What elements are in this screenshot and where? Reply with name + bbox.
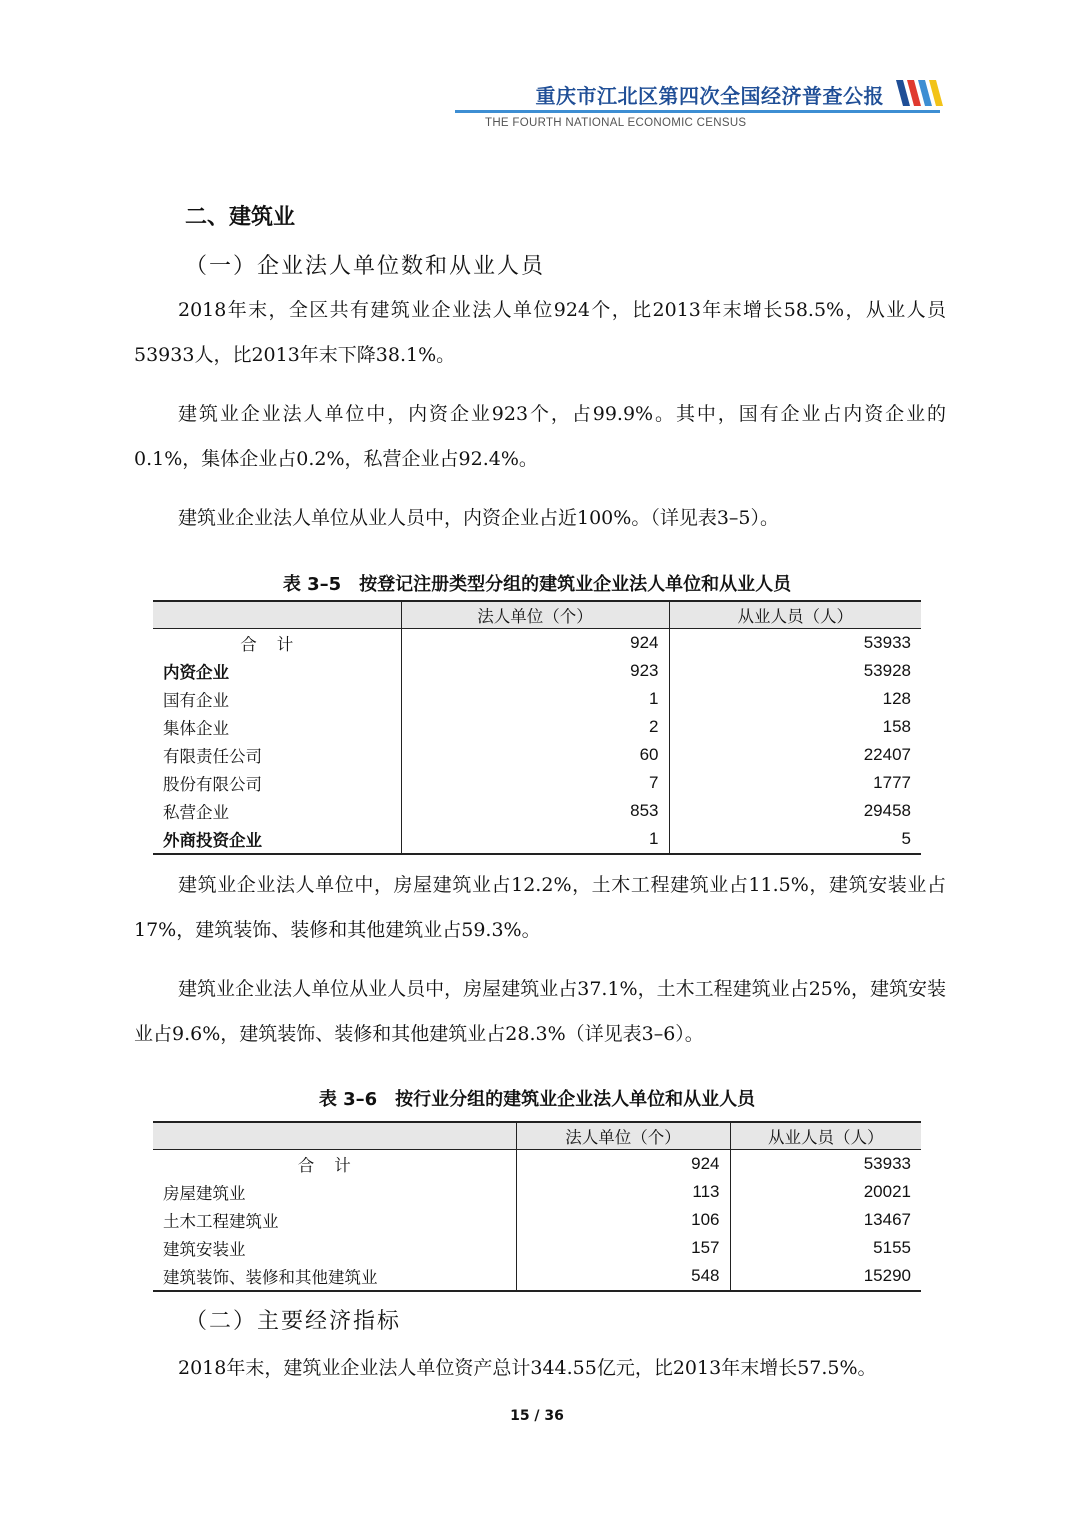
row-label: 建筑安装业 [163, 1240, 246, 1259]
cell-units: 2 [401, 713, 669, 741]
subsection-title-1: （一）企业法人单位数和从业人员 [185, 254, 546, 279]
row-label: 内资企业 [163, 663, 229, 682]
column-header: 从业人员（人） [669, 601, 921, 629]
table-row [153, 685, 921, 713]
column-header: 从业人员（人） [730, 1122, 921, 1150]
cell-units: 924 [401, 629, 669, 658]
row-label: 外商投资企业 [153, 825, 401, 854]
page-header [0, 0, 1074, 140]
cell-units: 1 [401, 685, 669, 713]
cell-units: 548 [516, 1262, 730, 1291]
table-row [153, 769, 921, 797]
column-header [153, 601, 401, 629]
cell-persons: 158 [669, 713, 921, 741]
row-label: 有限责任公司 [163, 747, 262, 766]
cell-units: 113 [516, 1178, 730, 1206]
row-label: 房屋建筑业 [163, 1184, 246, 1203]
cell-units: 7 [401, 769, 669, 797]
table-header-row [153, 601, 921, 629]
row-label: 私营企业 [163, 803, 229, 822]
cell-persons: 22407 [669, 741, 921, 769]
paragraph-4: 建筑业企业法人单位中，房屋建筑业占12.2%，土木工程建筑业占11.5%，建筑安装业占17%，建筑装饰、装修和其他建筑业占59.3%。 [134, 874, 946, 941]
table-row [153, 1178, 921, 1206]
header-subtitle: THE FOURTH NATIONAL ECONOMIC CENSUS [485, 117, 747, 129]
section-title: 二、建筑业 [185, 205, 296, 230]
column-header: 法人单位（个） [516, 1122, 730, 1150]
row-label: 合计 [240, 635, 314, 654]
cell-units: 157 [516, 1234, 730, 1262]
header-rule [455, 110, 940, 113]
cell-persons: 1777 [669, 769, 921, 797]
subsection-title-2: （二）主要经济指标 [185, 1309, 402, 1334]
row-label: 集体企业 [163, 719, 229, 738]
paragraph-1: 2018年末，全区共有建筑业企业法人单位924个，比2013年末增长58.5%，从业人员53933人，比2013年末下降38.1%。 [134, 299, 946, 366]
table-3-6 [153, 1121, 921, 1292]
row-label: 股份有限公司 [163, 775, 262, 794]
table-row [153, 1262, 921, 1291]
paragraph-2: 建筑业企业法人单位中，内资企业923个，占99.9%。其中，国有企业占内资企业的0.1%，集体企业占0.2%，私营企业占92.4%。 [134, 403, 946, 470]
census-logo-stripes-icon [896, 80, 944, 106]
table-row [153, 1150, 921, 1179]
cell-persons: 53933 [730, 1150, 921, 1179]
cell-persons: 128 [669, 685, 921, 713]
row-label: 合计 [297, 1156, 371, 1175]
table2-caption: 表 3–6 按行业分组的建筑业企业法人单位和从业人员 [318, 1089, 756, 1110]
cell-units: 106 [516, 1206, 730, 1234]
table-row [153, 657, 921, 685]
table-header-row [153, 1122, 921, 1150]
paragraph-3: 建筑业企业法人单位从业人员中，内资企业占近100%。（详见表3–5）。 [178, 507, 779, 529]
table-3-5 [153, 600, 921, 855]
cell-persons: 5 [669, 825, 921, 854]
cell-persons: 20021 [730, 1178, 921, 1206]
paragraph-6: 2018年末，建筑业企业法人单位资产总计344.55亿元，比2013年末增长57.5%。 [178, 1357, 877, 1379]
column-header: 法人单位（个） [401, 601, 669, 629]
cell-units: 924 [516, 1150, 730, 1179]
column-header [153, 1122, 516, 1150]
cell-persons: 5155 [730, 1234, 921, 1262]
paragraph-5: 建筑业企业法人单位从业人员中，房屋建筑业占37.1%，土木工程建筑业占25%，建筑安装业占9.6%，建筑装饰、装修和其他建筑业占28.3%（详见表3–6）。 [134, 978, 946, 1045]
table-row [153, 629, 921, 658]
cell-persons: 29458 [669, 797, 921, 825]
table-row [153, 797, 921, 825]
table-row [153, 741, 921, 769]
row-label: 土木工程建筑业 [163, 1212, 279, 1231]
cell-persons: 53933 [669, 629, 921, 658]
table1-caption: 表 3–5 按登记注册类型分组的建筑业企业法人单位和从业人员 [282, 574, 792, 595]
page-number: 15 / 36 [510, 1408, 564, 1424]
cell-units: 923 [401, 657, 669, 685]
table-row [153, 1234, 921, 1262]
row-label: 国有企业 [163, 691, 229, 710]
cell-units: 1 [401, 825, 669, 854]
cell-persons: 53928 [669, 657, 921, 685]
cell-persons: 15290 [730, 1262, 921, 1291]
cell-units: 853 [401, 797, 669, 825]
cell-persons: 13467 [730, 1206, 921, 1234]
table-row [153, 825, 921, 854]
cell-units: 60 [401, 741, 669, 769]
row-label: 建筑装饰、装修和其他建筑业 [153, 1262, 516, 1291]
header-title: 重庆市江北区第四次全国经济普查公报 [535, 84, 884, 108]
table-row [153, 713, 921, 741]
table-row [153, 1206, 921, 1234]
